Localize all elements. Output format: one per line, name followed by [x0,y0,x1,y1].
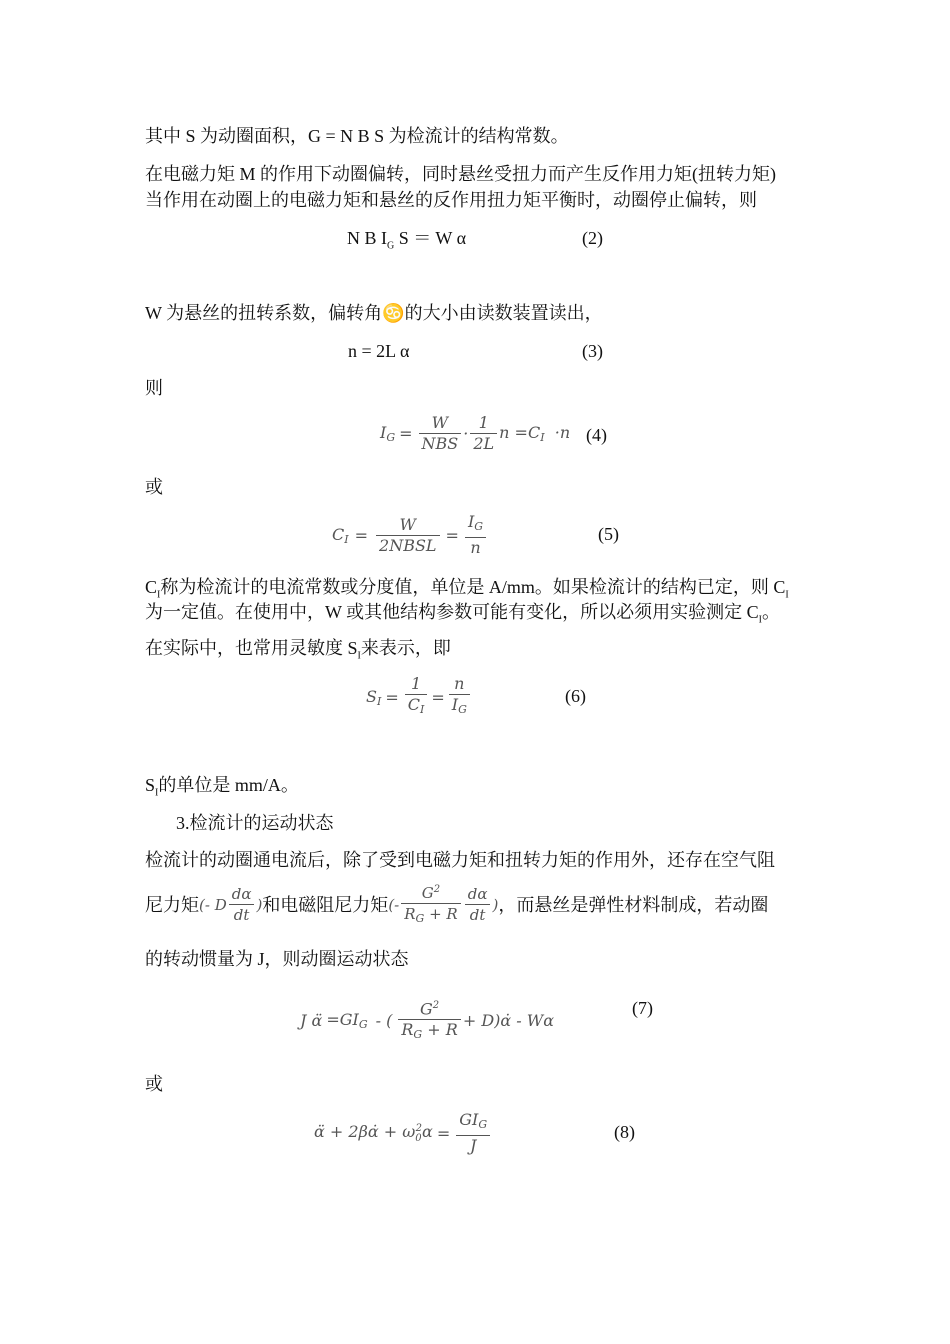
equation-3-number: (3) [582,341,603,361]
paragraph-torque-line2: 当作用在动圈上的电磁力矩和悬丝的反作用扭力矩平衡时，动圈停止偏转，则 [145,190,757,210]
equation-4-number: (4) [586,425,607,445]
equation-2: N B $I_G$ S ＝ W α [347,228,467,252]
paragraph-or-1: 或 [145,477,163,497]
electromagnetic-damping-term: (- $\frac{G^2}{R_G + R}$ $\frac{d\alpha}{dt}$ ) [388,880,498,929]
section-heading: 3.检流计的运动状态 [176,813,334,833]
equation-8-number: (8) [614,1122,635,1142]
paragraph-structure-constant: 其中 S 为动圈面积，G = N B S 为检流计的结构常数。 [145,126,569,146]
paragraph-torsion-coefficient: W 为悬丝的扭转系数，偏转角♋的大小由读数装置读出， [145,303,603,323]
paragraph-or-2: 或 [145,1074,163,1094]
equation-4: IG = $\frac{W}{\text{NBS}}$ · $\frac{1}{2L}$ n =CI ·n [380,413,571,453]
paragraph-sensitivity-unit: $S_I$的单位是 mm/A。 [145,775,299,799]
air-damping-term: (- D $\frac{d\alpha}{dt}$ ) [199,885,263,924]
paragraph-sensitivity: 在实际中，也常用灵敏度 $S_I$来表示，即 [145,638,451,662]
paragraph-motion-line3: 的转动惯量为 J，则动圈运动状态 [145,949,409,969]
paragraph-torque-line1: 在电磁力矩 M 的作用下动圈偏转，同时悬丝受扭力而产生反作用力矩(扭转力矩) [145,164,776,184]
equation-5-number: (5) [598,524,619,544]
paragraph-motion-line1: 检流计的动圈通电流后，除了受到电磁力矩和扭转力矩的作用外，还存在空气阻 [145,850,775,870]
paragraph-current-constant-line1: $C_I$称为检流计的电流常数或分度值，单位是 A/mm。如果检流计的结构已定，则 $C_I$ [145,577,789,601]
equation-8: α̈ + 2βα̇ + $\omega_0^2\alpha$ = $\frac{\text{GIG}}{J}$ [314,1110,492,1156]
equation-6-number: (6) [565,686,586,706]
equation-5: CI = $\frac{W}{\text{2NBSL}}$ = $\frac{IG}{n}$ [332,512,488,558]
paragraph-motion-line2: 尼力矩 (- D $\frac{d\alpha}{dt}$ ) 和电磁阻尼力矩 (- $\frac{G^2}{R_G + R}$ $\frac{d\alpha}{dt}$ ) ，而悬丝是弹性材料制成，若动圈 [145,880,768,929]
equation-7-number: (7) [632,998,653,1018]
equation-7: J α̈ =GIG - ( $\frac{G^2}{RG + R}$ + D)α̇ - Wα [300,996,554,1045]
equation-3: n = 2L α [348,341,410,361]
paragraph-current-constant-line2: 为一定值。在使用中，W 或其他结构参数可能有变化，所以必须用实验测定 $C_I$。 [145,602,781,626]
equation-6: SI = $\frac{1}{CI}$ = $\frac{n}{IG}$ [366,674,472,720]
equation-2-number: (2) [582,228,603,248]
paragraph-then: 则 [145,378,163,398]
